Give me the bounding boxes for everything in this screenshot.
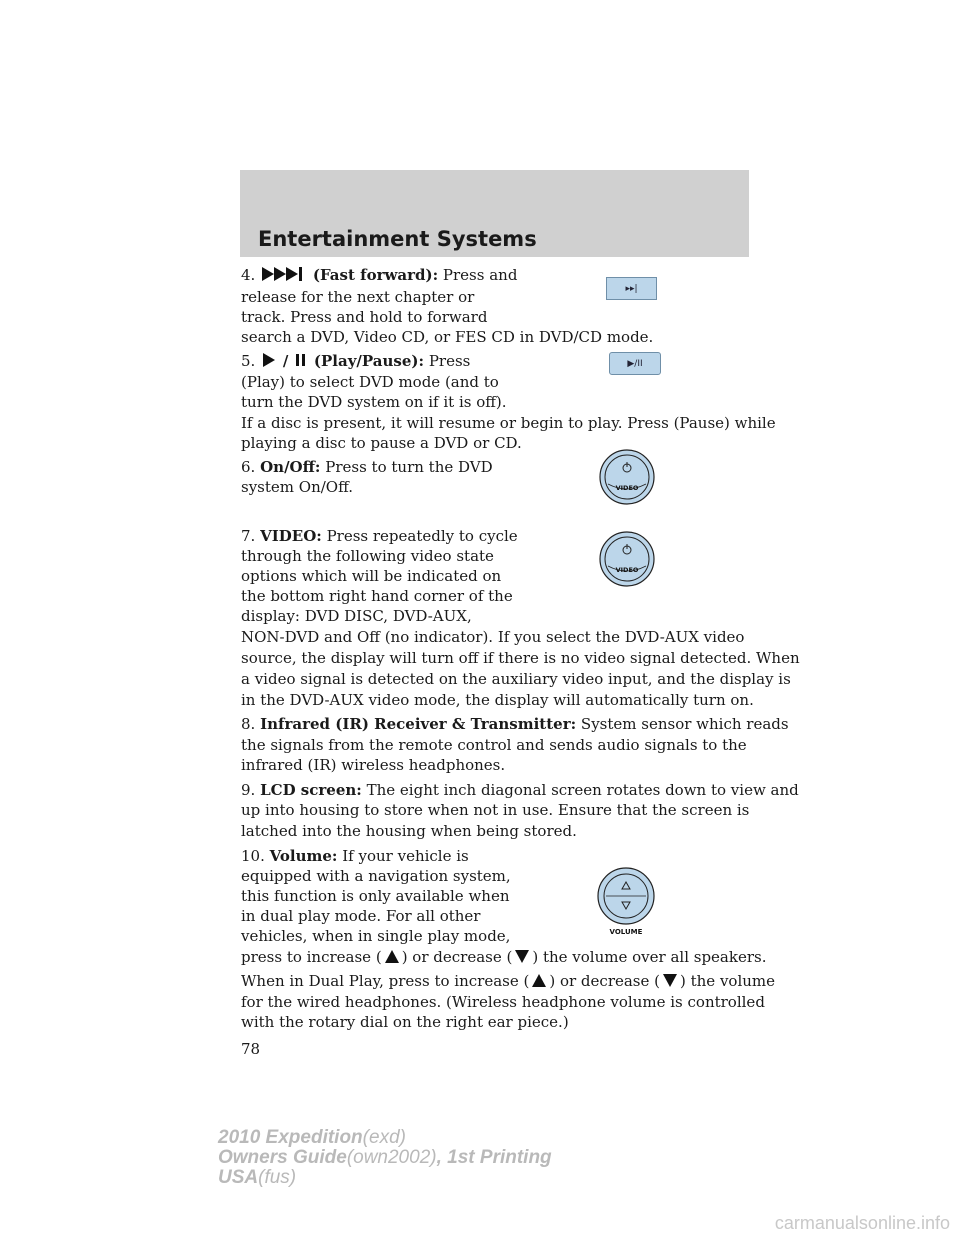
item-9-line-2: up into housing to store when not in use. Ensure that the screen is	[241, 801, 750, 819]
item-4-line-3: track. Press and hold to forward	[241, 308, 488, 326]
pause-icon	[295, 352, 307, 373]
volume-down-icon	[514, 949, 530, 969]
watermark: carmanualsonline.info	[774, 1213, 950, 1233]
item-7-line-1: 7. VIDEO: Press repeatedly to cycle	[241, 527, 518, 545]
volume-knob-label: VOLUME	[609, 928, 643, 936]
item-7-line-3: options which will be indicated on	[241, 567, 502, 585]
item-7-line-2: through the following video state	[241, 547, 494, 565]
item-10-line-6: press to increase ( ) or decrease ( ) the volume over all speakers.	[241, 947, 766, 969]
item-7-line-5: display: DVD DISC, DVD-AUX,	[241, 607, 472, 625]
item-10-line-8: for the wired headphones. (Wireless headphone volume is controlled	[241, 993, 765, 1011]
item-6-line-2: system On/Off.	[241, 478, 353, 496]
item-5-line-5: playing a disc to pause a DVD or CD.	[241, 434, 522, 452]
fast-forward-icon	[262, 266, 306, 287]
item-8-line-3: infrared (IR) wireless headphones.	[241, 756, 506, 774]
volume-down-icon	[662, 973, 678, 993]
section-header	[240, 170, 749, 257]
play-pause-button-illustration: ▶/II	[609, 352, 661, 375]
volume-knob-illustration	[594, 866, 658, 942]
item-5-line-1: 5. / (Play/Pause): Press	[241, 351, 470, 373]
item-10-line-7: When in Dual Play, press to increase ( ) or decrease ( ) the volume	[241, 971, 775, 993]
item-9-line-3: latched into the housing when being stored.	[241, 822, 577, 840]
video-knob-label: VIDEO	[615, 566, 639, 574]
item-10-line-3: this function is only available when	[241, 887, 510, 905]
item-7-line-4: the bottom right hand corner of the	[241, 587, 513, 605]
item-5-line-3: turn the DVD system on if it is off).	[241, 393, 507, 411]
item-9-line-1: 9. LCD screen: The eight inch diagonal screen rotates down to view and	[241, 781, 799, 799]
item-5-line-2: (Play) to select DVD mode (and to	[241, 373, 499, 391]
fast-forward-button-illustration: ▸▸|	[606, 277, 657, 300]
item-10-line-2: equipped with a navigation system,	[241, 867, 511, 885]
item-10-line-9: with the rotary dial on the right ear piece.)	[241, 1013, 569, 1031]
item-10-line-4: in dual play mode. For all other	[241, 907, 481, 925]
document-footer: 2010 Expedition(exd) Owners Guide(own2002), 1st Printing USA(fus)	[218, 1127, 552, 1188]
volume-up-icon	[531, 973, 547, 993]
volume-up-icon	[384, 949, 400, 969]
item-10-line-5: vehicles, when in single play mode,	[241, 927, 511, 945]
item-4-line-4: search a DVD, Video CD, or FES CD in DVD/CD mode.	[241, 328, 654, 346]
item-7-line-8: a video signal is detected on the auxiliary video input, and the display is	[241, 670, 791, 688]
power-knob-label: VIDEO	[615, 484, 639, 492]
power-knob-illustration	[598, 448, 656, 510]
item-4-line-1: 4. (Fast forward): Press and	[241, 265, 517, 287]
item-4-line-2: release for the next chapter or	[241, 288, 475, 306]
item-7-line-6: NON-DVD and Off (no indicator). If you select the DVD-AUX video	[241, 628, 745, 646]
play-icon	[262, 352, 276, 373]
video-knob-illustration	[598, 530, 656, 592]
item-5-line-4: If a disc is present, it will resume or begin to play. Press (Pause) while	[241, 414, 776, 432]
item-8-line-1: 8. Infrared (IR) Receiver & Transmitter: System sensor which reads	[241, 715, 789, 733]
section-title: Entertainment Systems	[258, 227, 537, 251]
item-10-line-1: 10. Volume: If your vehicle is	[241, 847, 469, 865]
item-6-line-1: 6. On/Off: Press to turn the DVD	[241, 458, 493, 476]
item-7-line-9: in the DVD-AUX video mode, the display will automatically turn on.	[241, 691, 754, 709]
page-number: 78	[241, 1040, 261, 1058]
item-7-line-7: source, the display will turn off if there is no video signal detected. When	[241, 649, 800, 667]
item-8-line-2: the signals from the remote control and sends audio signals to the	[241, 736, 747, 754]
